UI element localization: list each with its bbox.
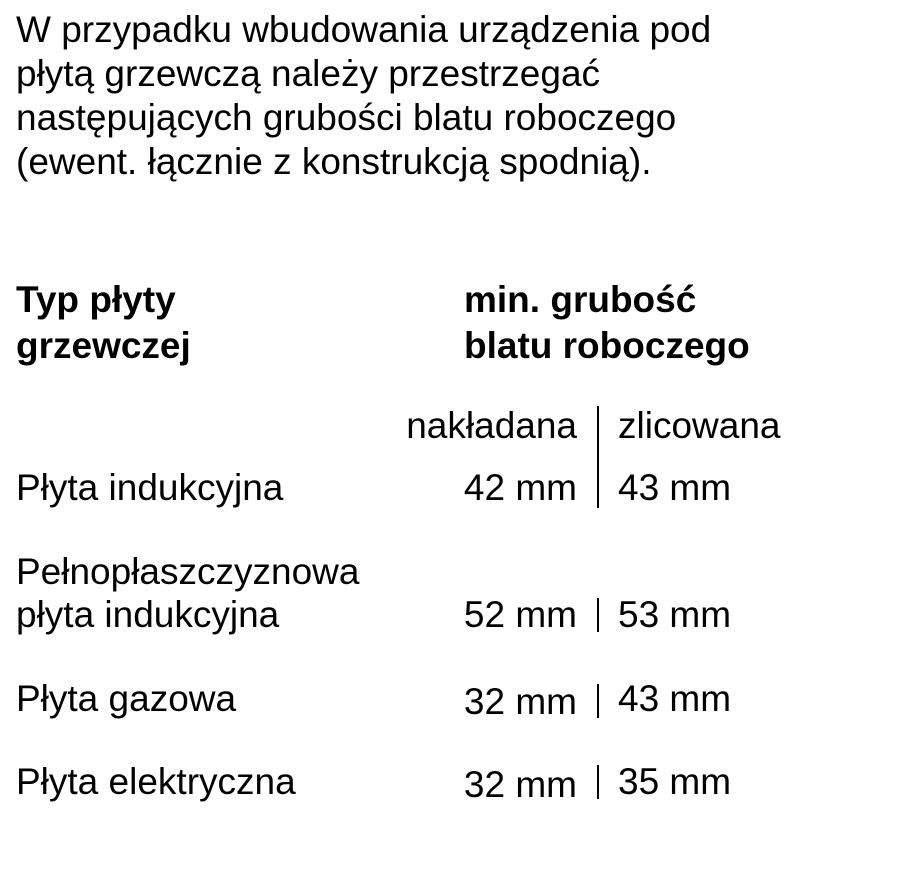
column-divider xyxy=(597,765,599,799)
column-header-line: grzewczej xyxy=(16,325,191,366)
column-header-line: blatu roboczego xyxy=(464,325,750,366)
column-divider xyxy=(597,406,599,508)
intro-paragraph xyxy=(16,8,876,184)
intro-line: płytą grzewczą należy przestrzegać xyxy=(16,53,601,94)
row-label: Płyta elektryczna xyxy=(16,761,296,802)
column-divider xyxy=(597,598,599,632)
column-divider xyxy=(597,684,599,718)
row-value-overlay: 52 mm xyxy=(463,594,577,635)
row-value-flush: 43 mm xyxy=(618,467,732,508)
row-label: Płyta gazowa xyxy=(16,678,237,719)
column-header-min-thickness xyxy=(464,277,750,369)
row-value-flush: 43 mm xyxy=(618,678,732,719)
column-header-line: Typ płyty xyxy=(16,279,176,320)
row-label: Płyta indukcyjna xyxy=(16,467,284,508)
row-value-overlay: 42 mm xyxy=(463,467,577,508)
subheader-flush: zlicowana xyxy=(618,405,781,446)
row-label: płyta indukcyjna xyxy=(16,594,280,635)
row-value-flush: 53 mm xyxy=(618,594,732,635)
row-label: Pełnopłaszczyznowa xyxy=(16,551,360,592)
intro-line: W przypadku wbudowania urządzenia pod xyxy=(16,9,712,50)
row-value-flush: 35 mm xyxy=(618,761,732,802)
intro-line: (ewent. łącznie z konstrukcją spodnią). xyxy=(16,141,652,182)
row-value-overlay: 32 mm xyxy=(463,681,577,722)
row-value-overlay: 32 mm xyxy=(463,764,577,805)
column-header-hob-type xyxy=(16,277,191,369)
subheader-overlay: nakładana xyxy=(406,405,577,446)
intro-line: następujących grubości blatu roboczego xyxy=(16,97,677,138)
column-header-line: min. grubość xyxy=(464,279,697,320)
